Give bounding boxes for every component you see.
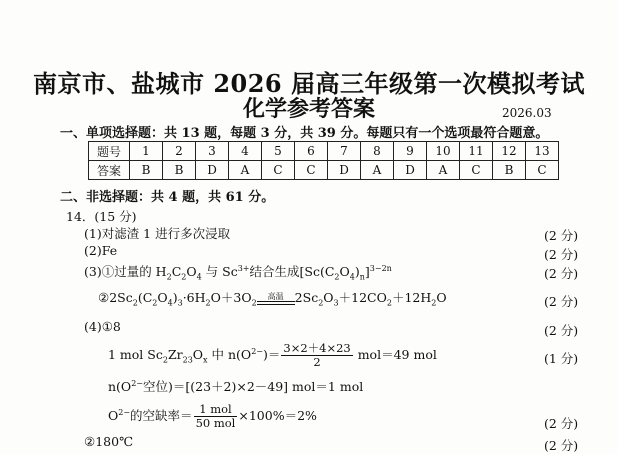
score-4: (2 分) <box>544 294 579 309</box>
answer-line-7 <box>108 377 363 395</box>
fraction-denominator: 2 <box>313 355 321 369</box>
table-cell: D <box>196 161 229 180</box>
fraction-denominator: 50 mol <box>195 416 236 430</box>
text: O <box>186 264 197 279</box>
sub: 4 <box>196 272 202 282</box>
table-cell: 12 <box>493 142 526 161</box>
fraction-numerator: 1 mol <box>194 403 238 417</box>
score-2: (2 分) <box>544 247 579 262</box>
condition-label: 高温 <box>267 292 284 301</box>
table-cell: 13 <box>526 142 559 161</box>
text: O <box>108 408 119 423</box>
table-cell-label: 答案 <box>89 161 130 180</box>
table-cell: 3 <box>196 142 229 161</box>
page-subtitle: 化学参考答案 <box>242 96 375 122</box>
text: ＋12H <box>391 290 432 305</box>
sub: 2 <box>152 298 158 308</box>
sub: 2 <box>205 298 211 308</box>
text: O <box>192 347 204 362</box>
text: 中 n(O <box>207 347 252 362</box>
table-cell: 6 <box>295 142 328 161</box>
table-cell: C <box>460 161 493 180</box>
text: ＋12CO <box>338 290 387 305</box>
sub: 2 <box>334 272 340 282</box>
score-6: (1 分) <box>544 351 579 366</box>
table-cell-label: 题号 <box>89 142 130 161</box>
table-cell: C <box>295 161 328 180</box>
text: ·6H <box>182 290 206 305</box>
sub: 2 <box>132 298 138 308</box>
reaction-condition <box>257 292 295 305</box>
text: 1 mol Sc <box>108 347 163 362</box>
text: 的空缺率＝ <box>130 408 193 423</box>
table-cell: 5 <box>262 142 295 161</box>
sup: 2− <box>131 378 143 388</box>
text: ] <box>364 264 370 279</box>
fraction <box>194 403 238 430</box>
sub: 2 <box>251 298 257 308</box>
section2-heading: 二、非选择题：共 4 题，共 61 分。 <box>60 190 275 205</box>
answer-line-2: (2)Fe <box>84 243 118 258</box>
table-cell: C <box>262 161 295 180</box>
section1-heading: 一、单项选择题：共 13 题，每题 3 分，共 39 分。每题只有一个选项最符合题意。 <box>60 126 549 141</box>
sub: 2 <box>386 298 392 308</box>
sub: 23 <box>182 355 193 365</box>
fraction-numerator: 3×2＋4×23 <box>283 341 351 355</box>
sub: 2 <box>431 298 437 308</box>
sub: n <box>359 272 365 282</box>
text: 与 Sc <box>201 264 238 279</box>
text: ) <box>172 290 178 305</box>
table-cell: 10 <box>427 142 460 161</box>
text: O <box>157 290 168 305</box>
sup: 3+ <box>237 263 250 273</box>
table-cell: 4 <box>229 142 262 161</box>
sub: 4 <box>167 298 173 308</box>
score-3: (2 分) <box>544 266 579 281</box>
answer-table <box>88 141 559 180</box>
text: O＋3O <box>210 290 252 305</box>
text: C <box>171 264 182 279</box>
text: (C <box>137 290 153 305</box>
table-row-numbers <box>89 142 559 161</box>
answer-line-3 <box>84 262 392 282</box>
sup: 2− <box>118 407 131 417</box>
fraction <box>281 342 352 369</box>
table-cell: A <box>229 161 262 180</box>
sup: 3−2n <box>369 263 392 273</box>
table-cell: D <box>328 161 361 180</box>
sub: 2 <box>181 272 187 282</box>
question-14-label: 14．(15 分) <box>66 209 137 224</box>
table-cell: 8 <box>361 142 394 161</box>
answer-line-5: (4)①8 <box>84 319 121 334</box>
text: )＝ <box>262 347 281 362</box>
answer-line-8 <box>108 403 317 430</box>
table-cell: 9 <box>394 142 427 161</box>
equals-bar <box>257 301 295 305</box>
score-9: (2 分) <box>544 438 579 453</box>
answer-line-4 <box>98 288 447 308</box>
text: O <box>323 290 334 305</box>
score-8: (2 分) <box>544 416 579 431</box>
text: 结合生成[Sc(C <box>249 264 335 279</box>
answer-line-6 <box>108 342 437 369</box>
score-5: (2 分) <box>544 323 579 338</box>
text: 2Sc <box>294 290 319 305</box>
table-cell: 2 <box>163 142 196 161</box>
table-row-answers <box>89 161 559 180</box>
table-cell: B <box>493 161 526 180</box>
sup: 2− <box>251 346 263 356</box>
answer-line-1: (1)对滤渣 1 进行多次浸取 <box>84 226 231 241</box>
text: ×100%＝2% <box>238 408 317 423</box>
text: n(O <box>108 379 132 394</box>
text: O <box>436 290 447 305</box>
text: ②2Sc <box>98 290 133 305</box>
table-cell: 1 <box>130 142 163 161</box>
sub: 2 <box>318 298 324 308</box>
sub: 4 <box>349 272 355 282</box>
sub: 2 <box>162 355 168 365</box>
table-cell: B <box>130 161 163 180</box>
table-cell: D <box>394 161 427 180</box>
exam-date: 2026.03 <box>502 106 552 120</box>
table-cell: A <box>427 161 460 180</box>
text: mol＝49 mol <box>353 347 437 362</box>
sub: x <box>203 355 208 365</box>
sub: 3 <box>177 298 183 308</box>
sub: 2 <box>166 272 172 282</box>
text: (3)①过量的 H <box>84 264 167 279</box>
table-cell: A <box>361 161 394 180</box>
text: O <box>339 264 350 279</box>
text: Zr <box>167 347 183 362</box>
page-title: 南京市、盐城市 2026 届高三年级第一次模拟考试 <box>32 69 585 98</box>
score-1: (2 分) <box>544 228 579 243</box>
text: 空位)＝[(23＋2)×2－49] mol＝1 mol <box>142 379 364 394</box>
table-cell: B <box>163 161 196 180</box>
table-cell: C <box>526 161 559 180</box>
answer-line-9: ②180℃ <box>84 434 134 449</box>
sub: 3 <box>333 298 339 308</box>
table-cell: 7 <box>328 142 361 161</box>
text: ) <box>354 264 360 279</box>
table-cell: 11 <box>460 142 493 161</box>
